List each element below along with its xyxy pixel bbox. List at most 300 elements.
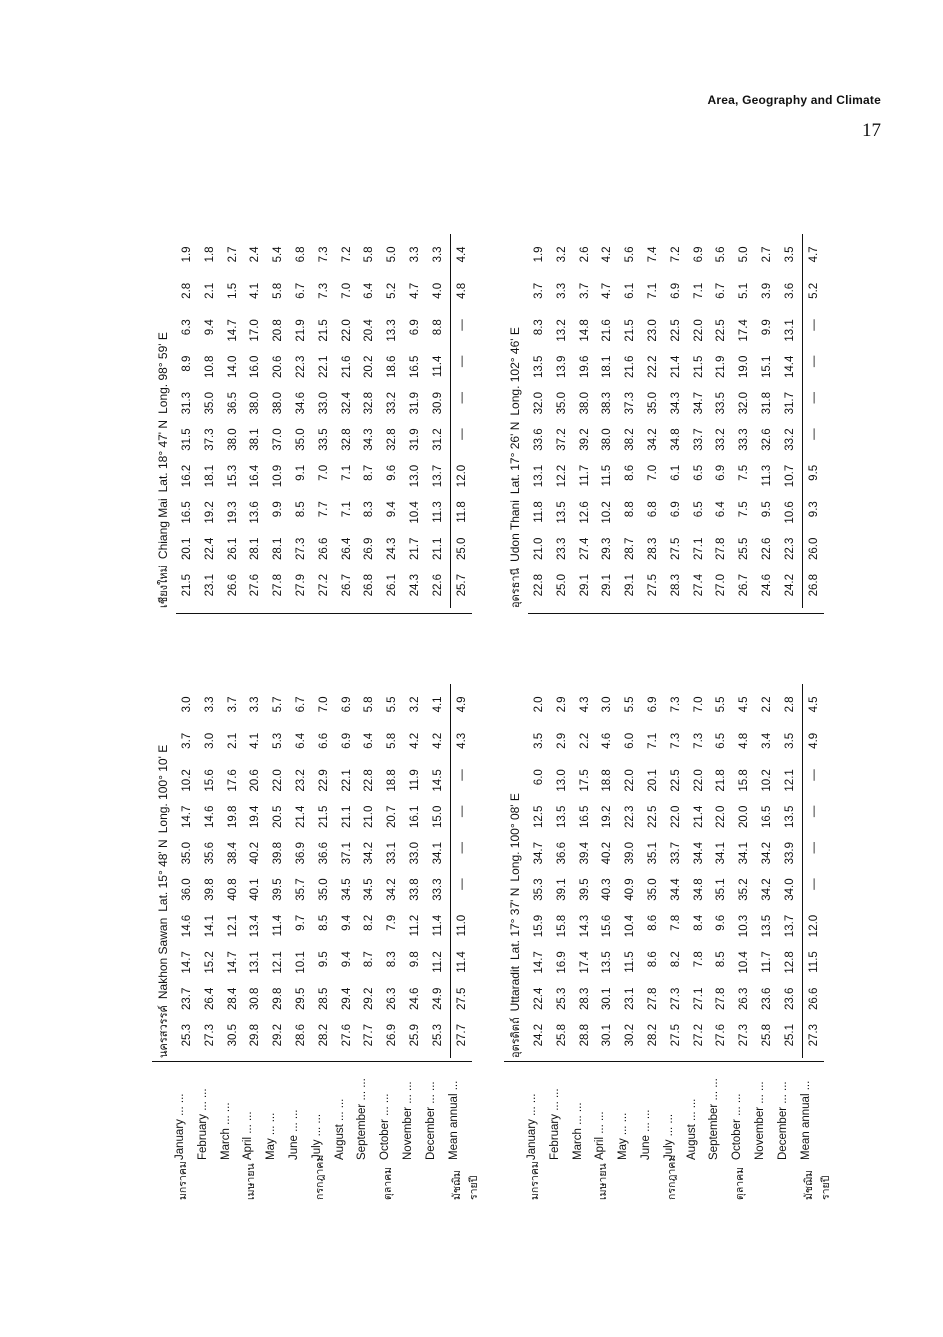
table-cell: 8.8 — [624, 501, 637, 518]
table-cell: 6.4 — [295, 732, 307, 749]
mean-annual-row — [802, 234, 825, 608]
table-cell: — — [455, 769, 468, 781]
table-cell: 8.3 — [363, 501, 376, 518]
table-cell: 28.1 — [249, 537, 262, 560]
table-cell: 37.1 — [340, 842, 353, 865]
table-cell: 16.2 — [181, 464, 193, 488]
table-cell: 25.8 — [761, 1024, 773, 1047]
table-cell: 11.3 — [761, 464, 773, 487]
table-cell: 18.1 — [203, 464, 216, 488]
table-cell: 38.0 — [578, 392, 591, 415]
table-cell: 11.3 — [431, 501, 444, 523]
table-row — [642, 684, 664, 1058]
table-cell: 26.8 — [807, 574, 820, 597]
table-cell: 3.3 — [431, 246, 444, 263]
table-cell: 32.8 — [363, 392, 376, 415]
table-cell: 8.2 — [363, 914, 376, 931]
table-cell: 4.9 — [807, 732, 820, 749]
table-cell: 39.4 — [578, 842, 591, 865]
table-cell: 9.4 — [203, 319, 216, 336]
table-cell: 6.5 — [692, 501, 705, 518]
table-cell: 38.1 — [249, 428, 262, 451]
table-cell: 3.3 — [409, 246, 421, 263]
table-cell: 22.8 — [363, 769, 376, 792]
station-latitude: Lat. 18° 47' N — [156, 419, 170, 493]
table-cell: 25.3 — [181, 1024, 193, 1047]
table-cell: 22.4 — [203, 537, 216, 560]
table-cell: 22.6 — [431, 574, 444, 597]
table-cell: 3.2 — [555, 246, 568, 263]
table-cell: 14.5 — [431, 769, 444, 792]
table-cell: 22.5 — [669, 319, 682, 342]
table-cell: 13.3 — [386, 319, 399, 342]
table-cell: 23.0 — [647, 319, 659, 342]
table-cell: 21.4 — [295, 805, 307, 828]
table-cell: 9.6 — [715, 914, 728, 931]
table-cell: 18.6 — [386, 355, 399, 378]
table-cell: 16.9 — [555, 951, 568, 974]
table-cell: — — [455, 878, 468, 890]
table-cell: 14.7 — [181, 951, 193, 974]
table-cell: 35.0 — [181, 842, 193, 865]
table-cell: 7.2 — [669, 246, 682, 263]
table-cell: 29.1 — [624, 574, 637, 597]
table-row — [313, 234, 335, 608]
table-row — [358, 234, 380, 608]
table-cell: 14.7 — [226, 319, 239, 342]
table-cell: 22.8 — [533, 574, 545, 597]
table-cell: 6.5 — [715, 732, 728, 749]
table-row — [381, 684, 403, 1058]
table-row — [404, 234, 426, 608]
table-cell: 21.5 — [692, 355, 705, 378]
table-cell: 16.0 — [249, 355, 262, 378]
table-cell: 34.2 — [761, 842, 773, 865]
table-cell: 21.0 — [533, 537, 545, 560]
table-cell: 5.4 — [272, 246, 285, 263]
table-cell: 3.0 — [203, 732, 216, 749]
table-cell: 23.1 — [624, 987, 637, 1010]
table-cell: 13.5 — [783, 805, 796, 828]
table-cell: 23.1 — [203, 574, 216, 597]
month-label: May ... ... — [265, 1112, 278, 1160]
table-cell: 33.1 — [386, 842, 399, 865]
table-cell: 8.6 — [624, 464, 637, 481]
table-cell: 2.9 — [555, 732, 568, 749]
table-cell: 9.9 — [272, 501, 285, 518]
table-cell: 13.5 — [761, 914, 773, 938]
table-cell: 6.9 — [340, 732, 353, 749]
station-name: Nakhon Sawan — [156, 917, 170, 1000]
table-cell: 24.2 — [533, 1024, 545, 1047]
table-cell: 10.4 — [738, 951, 751, 974]
table-cell: 26.6 — [317, 537, 330, 560]
table-cell: 14.3 — [578, 914, 591, 938]
month-label: August ... ... — [685, 1098, 698, 1160]
table-cell: 5.3 — [272, 732, 285, 749]
table-cell: 1.5 — [226, 282, 239, 299]
table-cell: 33.3 — [431, 878, 444, 901]
table-cell: 27.8 — [715, 537, 728, 560]
table-cell: 32.8 — [340, 428, 353, 451]
table-cell: 28.3 — [578, 987, 591, 1010]
table-cell: 12.0 — [807, 914, 820, 938]
table-cell: 10.4 — [409, 501, 421, 524]
table-cell: 39.0 — [624, 842, 637, 865]
table-cell: 27.7 — [455, 1024, 468, 1047]
table-cell: 6.9 — [669, 282, 682, 299]
table-cell: 9.6 — [386, 464, 399, 481]
table-cell: 15.0 — [431, 805, 444, 828]
table-cell: 12.1 — [783, 769, 796, 792]
month-label: March ... ... — [219, 1102, 232, 1160]
table-cell: 21.6 — [340, 355, 353, 378]
month-label: May ... ... — [617, 1112, 630, 1160]
table-cell: 6.5 — [692, 464, 705, 481]
table-cell: 9.8 — [409, 951, 421, 968]
table-cell: 34.2 — [386, 878, 399, 901]
table-row — [267, 684, 289, 1058]
table-cell: 15.3 — [226, 464, 239, 488]
table-row — [688, 684, 710, 1058]
table-rule — [152, 1061, 472, 1062]
table-cell: 24.6 — [761, 574, 773, 597]
table-cell: 4.5 — [738, 696, 751, 713]
table-cell: 13.7 — [783, 914, 796, 938]
table-cell: 33.8 — [409, 878, 421, 901]
table-cell: 1.9 — [181, 246, 193, 263]
table-cell: 10.2 — [181, 769, 193, 792]
table-cell: 23.7 — [181, 987, 193, 1010]
table-cell: 4.7 — [807, 246, 820, 263]
table-cell: 2.9 — [555, 696, 568, 713]
table-cell: 3.3 — [555, 282, 568, 299]
table-cell: 6.9 — [669, 501, 682, 518]
table-cell: 6.0 — [624, 732, 637, 749]
table-cell: 26.4 — [203, 987, 216, 1010]
table-cell: 8.8 — [431, 319, 444, 336]
table-row — [290, 684, 312, 1058]
table-cell: 7.0 — [317, 464, 330, 481]
table-row — [710, 684, 732, 1058]
table-cell: 37.3 — [203, 428, 216, 451]
table-cell: 25.7 — [455, 574, 468, 597]
month-label: Mean annual ... — [799, 1080, 812, 1160]
table-cell: 35.1 — [647, 842, 659, 865]
table-cell: 16.1 — [409, 805, 421, 828]
table-cell: 6.1 — [669, 464, 682, 481]
table-cell: 20.5 — [272, 805, 285, 828]
table-cell: 27.2 — [317, 574, 330, 597]
table-cell: 14.7 — [226, 951, 239, 974]
table-cell: 24.2 — [783, 574, 796, 597]
table-cell: 26.6 — [226, 574, 239, 597]
table-row — [427, 234, 449, 608]
table-cell: 2.8 — [181, 282, 193, 299]
table-cell: 7.0 — [692, 696, 705, 713]
table-cell: 14.1 — [203, 914, 216, 938]
station-name: Uttaradit — [508, 966, 522, 1012]
table-cell: 2.4 — [249, 246, 262, 263]
table-cell: 33.2 — [783, 428, 796, 451]
table-cell: 24.6 — [409, 987, 421, 1010]
table-cell: — — [807, 805, 820, 818]
table-cell: 37.3 — [624, 392, 637, 415]
table-cell: 6.3 — [181, 319, 193, 336]
table-cell: 31.9 — [409, 392, 421, 415]
table-cell: 26.7 — [738, 574, 751, 597]
table-cell: 15.6 — [203, 769, 216, 792]
table-cell: 5.0 — [386, 246, 399, 263]
table-cell: 7.5 — [738, 501, 751, 518]
table-cell: 12.6 — [578, 501, 591, 524]
table-cell: 8.3 — [386, 951, 399, 968]
table-row — [336, 684, 358, 1058]
table-row — [733, 234, 755, 608]
table-cell: 21.8 — [715, 769, 728, 792]
table-cell: 11.8 — [455, 501, 468, 523]
table-cell: 1.9 — [533, 246, 545, 263]
table-cell: 12.2 — [555, 464, 568, 488]
table-cell: 6.1 — [624, 282, 637, 299]
month-label: November ... ... — [402, 1081, 414, 1160]
table-cell: 20.1 — [647, 769, 659, 792]
table-row — [404, 684, 426, 1058]
table-cell: 29.4 — [340, 987, 353, 1010]
table-cell: 31.2 — [431, 428, 444, 451]
month-label: February ... ... — [196, 1088, 209, 1160]
table-cell: 11.2 — [431, 951, 444, 973]
table-cell: — — [455, 842, 468, 854]
table-cell: 34.1 — [738, 842, 751, 865]
month-thai-label: กรกฎาคม — [313, 1154, 326, 1200]
month-thai-label: ตุลาคม — [734, 1166, 747, 1200]
table-cell: 18.8 — [601, 769, 614, 792]
table-cell: 27.8 — [647, 987, 659, 1010]
table-cell: 7.9 — [386, 914, 399, 931]
table-cell: 21.6 — [624, 355, 637, 378]
table-cell: 6.7 — [295, 696, 307, 713]
table-cell: 7.2 — [340, 246, 353, 263]
table-cell: 3.7 — [226, 696, 239, 713]
table-cell: 9.4 — [340, 914, 353, 931]
table-cell: 31.8 — [761, 392, 773, 415]
table-cell: 21.6 — [601, 319, 614, 342]
table-cell: 35.0 — [647, 392, 659, 415]
table-cell: 11.4 — [272, 914, 285, 937]
table-cell: 11.4 — [431, 914, 444, 937]
table-row — [710, 234, 732, 608]
table-cell: 6.9 — [715, 464, 728, 481]
mean-annual-row — [450, 684, 473, 1058]
table-cell: 13.2 — [555, 319, 568, 342]
month-label: December ... ... — [424, 1081, 437, 1160]
table-cell: 33.5 — [715, 392, 728, 415]
table-cell: 33.0 — [317, 392, 330, 415]
table-cell: 35.0 — [317, 878, 330, 901]
station-longitude: Long. 102° 46' E — [508, 327, 522, 416]
table-cell: 5.8 — [363, 246, 376, 263]
table-cell: 5.2 — [807, 282, 820, 299]
table-cell: — — [455, 319, 468, 331]
table-cell: 31.9 — [409, 428, 421, 451]
table-cell: 6.4 — [715, 501, 728, 518]
table-cell: 33.2 — [715, 428, 728, 451]
table-cell: 35.1 — [715, 878, 728, 901]
table-cell: 14.7 — [181, 805, 193, 828]
table-cell: 13.1 — [533, 464, 545, 488]
table-cell: 11.4 — [455, 951, 468, 973]
table-cell: 21.1 — [431, 537, 444, 560]
table-cell: 35.6 — [203, 842, 216, 865]
table-cell: 13.0 — [409, 464, 421, 488]
table-cell: 28.2 — [317, 1024, 330, 1047]
table-cell: 22.9 — [317, 769, 330, 792]
table-cell: 9.5 — [317, 951, 330, 968]
table-cell: — — [807, 769, 820, 781]
table-cell: 24.3 — [409, 574, 421, 597]
table-row — [528, 234, 550, 608]
table-cell: 13.0 — [555, 769, 568, 792]
table-cell: 30.5 — [226, 1024, 239, 1047]
table-row — [267, 234, 289, 608]
table-cell: 9.5 — [807, 464, 820, 481]
table-cell: 27.3 — [669, 987, 682, 1010]
table-cell: 36.5 — [226, 392, 239, 415]
table-cell: 12.1 — [272, 951, 285, 974]
table-cell: 17.4 — [578, 951, 591, 974]
table-cell: 21.9 — [715, 355, 728, 378]
table-cell: — — [807, 392, 820, 404]
month-thai-label: มกราคม — [529, 1161, 541, 1200]
table-cell: 32.6 — [761, 428, 773, 451]
table-section-upper — [152, 160, 492, 1200]
table-cell: 5.5 — [715, 696, 728, 713]
table-row — [733, 684, 755, 1058]
month-thai-label: เมษายน — [245, 1163, 258, 1200]
table-cell: — — [807, 842, 820, 854]
table-cell: 13.4 — [249, 914, 262, 938]
table-cell: 22.0 — [692, 769, 705, 792]
table-cell: 31.7 — [783, 392, 796, 415]
table-cell: 7.3 — [692, 732, 705, 749]
table-cell: 33.7 — [692, 428, 705, 451]
table-cell: 13.1 — [249, 951, 262, 974]
table-cell: 21.5 — [181, 574, 193, 597]
table-cell: 19.6 — [578, 355, 591, 378]
table-cell: 29.2 — [272, 1024, 285, 1047]
table-cell: 7.8 — [692, 951, 705, 968]
table-cell: 9.9 — [761, 319, 773, 336]
table-cell: — — [807, 355, 820, 368]
table-cell: 3.6 — [783, 282, 796, 299]
table-cell: 4.7 — [601, 282, 614, 299]
table-cell: 38.0 — [272, 392, 285, 415]
table-cell: 18.8 — [386, 769, 399, 792]
table-row — [222, 684, 244, 1058]
table-cell: 10.2 — [761, 769, 773, 792]
table-cell: 20.2 — [363, 355, 376, 378]
table-cell: 22.0 — [715, 805, 728, 828]
mean-annual-row — [450, 234, 473, 608]
table-cell: 29.8 — [249, 1024, 262, 1047]
table-cell: 4.7 — [409, 282, 421, 299]
table-row — [176, 234, 198, 608]
table-cell: 22.3 — [295, 355, 307, 378]
table-cell: 27.1 — [692, 987, 705, 1010]
table-cell: 38.3 — [601, 392, 614, 415]
table-row — [244, 684, 266, 1058]
table-cell: 4.1 — [249, 732, 262, 749]
station-longitude: Long. 100° 10' E — [156, 744, 170, 834]
table-cell: 3.7 — [578, 282, 591, 299]
table-row — [756, 684, 778, 1058]
table-row — [665, 234, 687, 608]
table-cell: 4.2 — [431, 732, 444, 749]
table-cell: 18.1 — [601, 355, 614, 378]
table-cell: 11.9 — [409, 769, 421, 791]
month-thai-label: เมษายน — [597, 1163, 610, 1200]
table-cell: 22.2 — [647, 355, 659, 378]
station-longitude: Long. 100° 08' E — [508, 793, 522, 882]
table-cell: 17.4 — [738, 319, 751, 342]
table-cell: 20.6 — [272, 355, 285, 378]
table-cell: 23.6 — [783, 987, 796, 1010]
table-row — [244, 234, 266, 608]
table-cell: 11.2 — [409, 914, 421, 937]
table-cell: 25.5 — [738, 537, 751, 560]
month-label: November ... ... — [754, 1081, 766, 1160]
table-cell: 3.2 — [409, 696, 421, 713]
table-section-lower — [504, 160, 844, 1200]
table-cell: 6.8 — [647, 501, 659, 518]
table-cell: 28.5 — [317, 987, 330, 1010]
table-row — [336, 234, 358, 608]
table-cell: 7.4 — [647, 246, 659, 263]
table-cell: 40.2 — [249, 842, 262, 865]
table-cell: 12.0 — [455, 464, 468, 488]
table-row — [199, 234, 221, 608]
table-cell: 8.6 — [647, 914, 659, 931]
table-cell: 4.3 — [455, 732, 468, 749]
table-cell: 4.5 — [807, 696, 820, 713]
table-cell: 5.6 — [715, 246, 728, 263]
table-cell: 15.6 — [601, 914, 614, 938]
station-thai-name: อุตรดิตถ์ — [509, 1017, 522, 1058]
table-cell: 3.4 — [761, 732, 773, 749]
table-cell: — — [455, 805, 468, 818]
month-thai-label: มัชฌิมรายปี — [802, 1170, 832, 1200]
table-cell: 33.3 — [738, 428, 751, 451]
table-cell: 30.8 — [249, 987, 262, 1010]
table-cell: 36.0 — [181, 878, 193, 901]
table-cell: 34.7 — [533, 842, 545, 865]
table-cell: 39.2 — [578, 428, 591, 451]
table-cell: 6.9 — [409, 319, 421, 336]
table-cell: 2.7 — [226, 246, 239, 263]
table-cell: 3.5 — [533, 732, 545, 749]
station-latitude: Lat. 15° 48' N — [156, 839, 170, 912]
table-cell: 6.7 — [715, 282, 728, 299]
month-label: January ... ... — [526, 1093, 538, 1160]
table-cell: 22.5 — [647, 805, 659, 828]
table-cell: 34.8 — [669, 428, 682, 451]
table-cell: 5.5 — [624, 696, 637, 713]
table-cell: 8.3 — [533, 319, 545, 336]
table-cell: 38.0 — [226, 428, 239, 451]
table-cell: 38.4 — [226, 842, 239, 865]
table-cell: 25.1 — [783, 1024, 796, 1047]
